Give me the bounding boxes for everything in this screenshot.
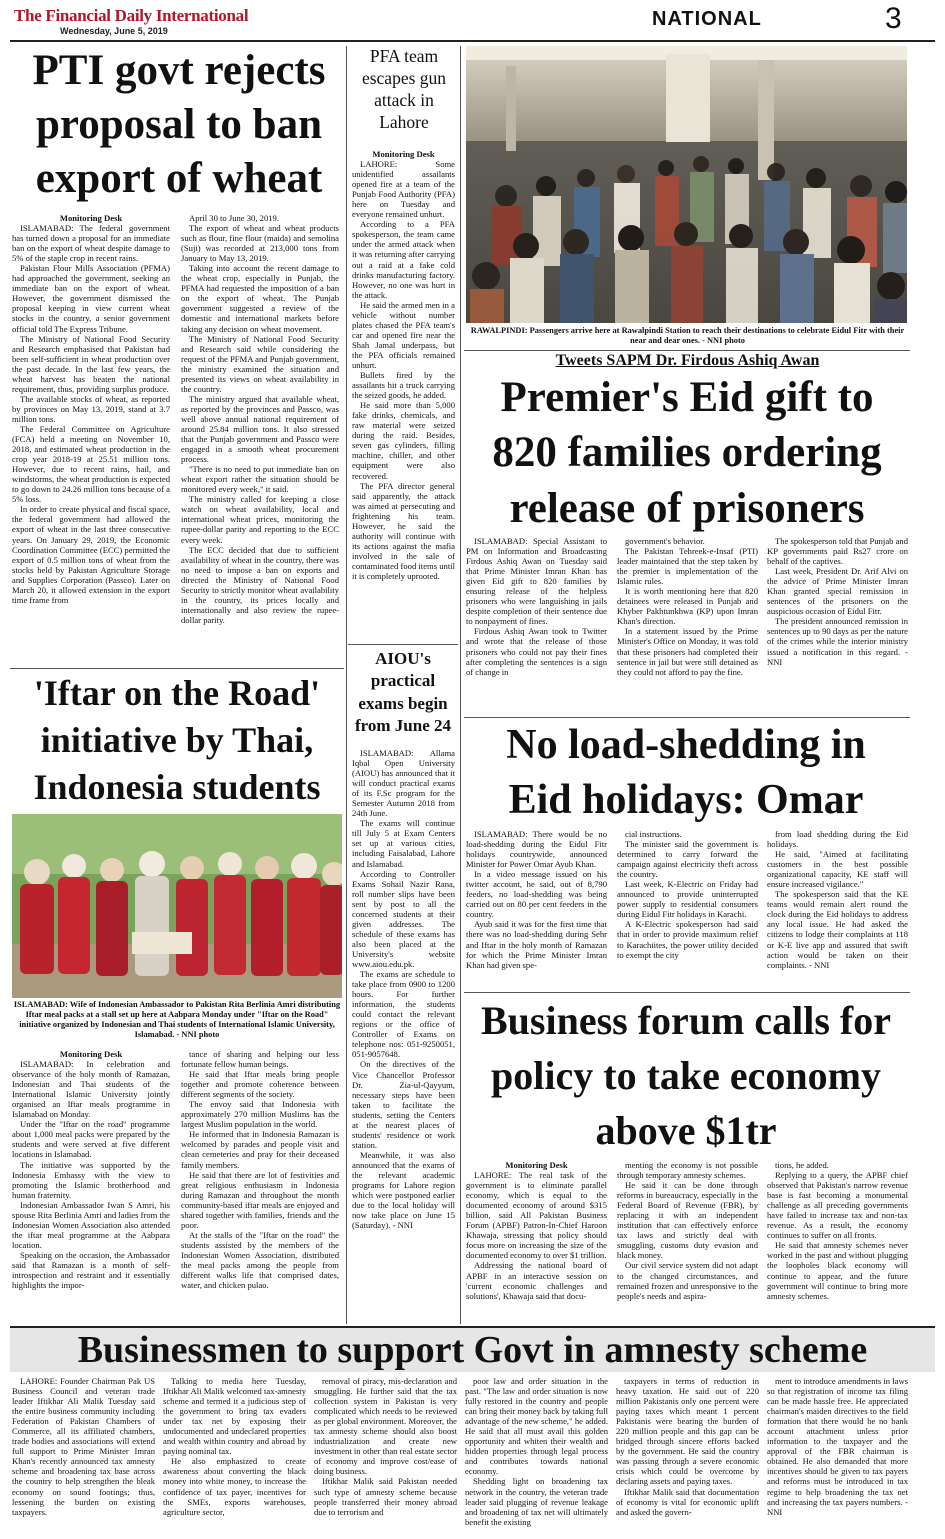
amnesty-para: Shedding light on broadening tax network in the country, the veteran trade leader said plugging of revenue leakage and broadening of tax net will ultimately benefit the existing (465, 1476, 608, 1527)
wheat-para: ISLAMABAD: The federal government has turned down a proposal for an immediate ban on the export of wheat despite damage to 5% of the staple crop in recent rains. (12, 223, 170, 264)
masthead-title: The Financial Daily International (14, 6, 249, 25)
forum-headline: Business forum calls for policy to take economy above $1tr (481, 998, 891, 1153)
loadshedding-col1 (466, 829, 607, 989)
wheat-para: The ministry called for keeping a close watch on wheat availability, local and international wheat prices, monitoring the rupee-dollar parity and reporting to the ECC every week. (181, 494, 339, 545)
iftar-col1 (12, 1049, 170, 1323)
page-number: 3 (885, 2, 902, 35)
amnesty-para: ment to introduce amendments in laws so that registration of income tax filing can be made hassle free. He appreciated chairman's maiden directives to the field formation that there would be no bank account attachment unless prior information to the taxpayer and the approval of the FBR chairman is obtained. He also demanded that more incentives should be given to tax payers and reforms must be introduced in tax regime to help broadening the tax net and increasing the tax payers numbers. - NNI (767, 1376, 908, 1517)
eid-gift-para: The president announced remission in sentences up to 90 days as per the nature of the crimes while the interior ministry issued a notification in this regard. - NNI (767, 616, 908, 667)
forum-byline: Monitoring Desk (505, 1160, 568, 1170)
pfa-para: He said the armed men in a vehicle without number plates chased the PFA team's car and opened fire near the Shah Jamal underpass, but the PFA officials remained unhurt. (352, 299, 455, 370)
iftar-para: He informed that in Indonesia Ramazan is welcomed by parades and people visit and clean cemeteries and pray for their deceased family members. (181, 1129, 339, 1170)
eid-gift-kicker: Tweets SAPM Dr. Firdous Ashiq Awan (555, 352, 820, 369)
forum-col3 (767, 1160, 908, 1322)
wheat-para: Taking into account the recent damage to the wheat crop, especially in Punjab, the PFMA had requested the imposition of a ban on the export of wheat. The Punjab government suggested a review of the domestic and international markets before taking any decision on wheat movement. (181, 263, 339, 334)
wheat-byline: Monitoring Desk (59, 213, 123, 223)
eid-gift-para: Last week, President Dr. Arif Alvi on the advice of Prime Minister Imran Khan granted special remission in sentences of the prisoners on the auspicious occasion of Eidul Fitr. (767, 566, 908, 617)
wheat-col2 (181, 213, 339, 665)
aiou-para: The exams will continue till July 5 at Exam Centers set up at various cities, including Faisalabad, Lahore and Islamabad. (352, 818, 455, 869)
story-divider (464, 350, 910, 351)
iftar-byline: Monitoring Desk (59, 1049, 123, 1059)
amnesty-para: taxpayers in terms of reduction in heavy taxation. He said out of 220 million Pakistanis only one percent were paying taxes which meant 1 percent Pakistanis were bearing the burden of 220 million people and this gap can be bridged through sincere efforts backed by the government. He said the country was passing through a severe economic crisis which could be overcome by declaring assets and paying taxes. (616, 1376, 759, 1487)
wheat-para: "There is no need to put immediate ban on wheat export rather the situation should be monitored every week," it said. (181, 464, 339, 495)
aiou-para: On the directives of the Vice Chancellor Professor Dr. Zia-ul-Qayyum, necessary steps have been taken to facilitate the students, setting the Centers at the nearest places of students' residence or work station. (352, 1059, 455, 1150)
iftar-para: Under the "Iftar on the road" programme about 1,000 meal packs were prepared by the students and were served at five different locations in Islamabad. (12, 1119, 170, 1160)
pfa-body (352, 149, 455, 639)
pfa-byline: Monitoring Desk (372, 149, 435, 159)
iftar-students-photo (12, 814, 342, 998)
loadshedding-para: cial instructions. (625, 829, 682, 839)
wheat-para: April 30 to June 30, 2019. (189, 213, 279, 223)
iftar-para: The initiative was supported by the Indonesia Embassy with the view to promoting the Islamic brotherhood and human fraternity. (12, 1159, 170, 1200)
eid-gift-para: Firdous Ashiq Awan took to Twitter and wrote that the release of those prisoners who could not pay their fines after completing the sentences is a sign of change in (466, 626, 607, 677)
wheat-para: The ministry argued that available wheat, as reported by the provinces and Passco, was well above annual national requirement of around 25.84 million tons. It also stressed that the Punjab government and Passco were engaged in a smooth wheat procurement process. (181, 393, 339, 465)
loadshedding-para: Ayub said it was for the first time that there was no load-shedding during Sehr and Iftar in the holy month of Ramazan for which the Prime Minister Imran Khan had given spe- (466, 919, 607, 970)
forum-para: tions, he added. (775, 1160, 829, 1170)
amnesty-para: Iftikhar Malik said that documentation of economy is vital for economic uplift and asked the govern- (616, 1486, 759, 1517)
loadshedding-para: He said, "Aimed at facilitating customers in the best possible organizational capacity, KE staff will ensure increased vigilance." (767, 849, 908, 890)
loadshedding-para: The minister said the government is determined to carry forward the campaign against electricity theft across the country. (617, 839, 758, 880)
iftar-para: Indonesian Ambassador Iwan S Amri, his spouse Rita Berlinia Amri and ladies from the Indonesian Women Association also attended the iftar meal programme at the Aabpara location. (12, 1199, 170, 1250)
aiou-para: ISLAMABAD: Allama Iqbal Open University (AIOU) has announced that it will conduct practical exams of its F.Sc program for the Semester Autumn 2018 from 24th June. (352, 748, 455, 819)
pfa-para: He said more than 5,000 fake drinks, chemicals, and raw material were seized during the raid. Besides, seven gas cylinders, filling machine, chiller, and other equipment were also recovered. (352, 400, 455, 481)
forum-para: LAHORE: The real task of the government is to eliminate parallel economy, which is equal to the documented economy of around $315 billion, said All Pakistan Business Forum (APBF) Patron-In-Chief Haroon Khawaja, stressing that policy should focus more on increasing the size of the documented economy to over $1 trillion. (466, 1170, 607, 1261)
iftar-students-image (12, 814, 342, 998)
amnesty-col1 (12, 1376, 155, 1536)
amnesty-col3 (314, 1376, 457, 1536)
wheat-para: The Ministry of National Food Security and Research said while considering the request of the PFMA and Punjab government, the ministry examined the situation and presented its views on wheat availability in the country. (181, 333, 339, 394)
masthead-date: Wednesday, June 5, 2019 (60, 26, 168, 36)
column-rule (346, 46, 347, 1324)
masthead-rule (10, 40, 935, 42)
loadshedding-para: A K-Electric spokesperson had said that in order to provide maximum relief to Karachiites, the power utility decided to exempt the city (617, 919, 758, 960)
iftar-headline: 'Iftar on the Road' initiative by Thai, Indonesia students (33, 673, 321, 807)
aiou-para: Meanwhile, it was also announced that the exams of the relevant academic programs for Lahore region which were postponed earlier due to the local holiday will now take place on June 15 (Saturday). - NNI (352, 1149, 455, 1231)
eid-gift-para: government's behavior. (625, 536, 705, 546)
iftar-para: Speaking on the occasion, the Ambassador said that Ramazan is a month of self-introspection and restraint and it essentially highlights the impor- (12, 1249, 170, 1291)
aiou-para: According to Controller Exams Sohail Nazir Rana, roll number slips have been sent by post to all the concerned students at their given addresses. The schedule of these exams has also been placed at the University's website www.aiou.edu.pk. (352, 868, 455, 969)
iftar-para: tance of sharing and helping our less fortunate fellow human beings. (181, 1049, 339, 1070)
iftar-para: The envoy said that Indonesia with approximately 270 million Muslims has the largest Muslim population in the world. (181, 1099, 339, 1130)
iftar-para: ISLAMABAD: In celebration and observance of the holy month of Ramazan, Indonesian and Thai students of the International Islamic University jointly organised an Iftar meals programme in Islamabad on Monday. (12, 1059, 170, 1120)
forum-para: Replying to a query, the APBF chief observed that Pakistan's narrow revenue base is fast becoming a monumental challenge as all preceding governments have failed to increase tax and non-tax revenue. As a result, the economy continues to suffer on all fronts. (767, 1170, 908, 1241)
story-divider (348, 644, 458, 645)
eid-gift-para: In a statement issued by the Prime Minister's Office on Monday, it was told that these prisoners had completed their sentence in jail but were still detained as they could not afford to pay the fine. (617, 626, 758, 677)
loadshedding-para: Last week, K-Electric on Friday had announced to provide uninterrupted power supply to residential consumers during Eidul Fitr holidays in Karachi. (617, 879, 758, 920)
eid-gift-headline: Premier's Eid gift to 820 families ordering release of prisoners (492, 374, 882, 532)
loadshedding-para: In a video message issued on his twitter account, he said, out of 8,790 feeders, no load-shedding was being carried out on 80 per cent feeders in the country. (466, 869, 607, 920)
amnesty-col5 (616, 1376, 759, 1536)
station-photo-caption: RAWALPINDI: Passengers arrive here at Rawalpindi Station to reach their destinations to celebrate Eidul Fitr with their near and dear ones. - NNI photo (470, 326, 905, 345)
aiou-para: The exams are schedule to take place from 0900 to 1200 hours. For further information, the students could contact the relevant regions or the office of Controller of Exams on telephone nos: 051-9250051, 051-9057648. (352, 969, 455, 1060)
forum-para: He said that amnesty schemes never worked in the past and without plugging the loopholes black economy will continue to appear, and the future government will continue to bring more amnesty schemes. (767, 1240, 908, 1301)
forum-col1 (466, 1160, 607, 1322)
eid-gift-para: It is worth mentioning here that 820 detainees were released in Punjab and Khyber Pakhtunkhwa (KP) upon Imran Khan's direction. (617, 586, 758, 627)
amnesty-para: LAHORE: Founder Chairman Pak US Business Council and veteran trade leader Iftikhar Ali Malik Tuesday said the entire business community including Federation of Pakistan Chambers of Commerce, all its affiliated chambers, trade bodies and associations will extend full support to Prime Minister Imran Khan's recently announced tax amnesty scheme and broadening tax base across the country to help strengthen the bleak economy on sound footings; thus, lessening the burden on existing taxpayers. (12, 1376, 155, 1517)
pfa-para: According to a PFA spokesperson, the team came under the armed attack when it was returning after carrying out a raid at a fake cold drinks manufacturing factory. However, no one was hurt in the attack. (352, 219, 455, 300)
eid-gift-para: ISLAMABAD: Special Assistant to PM on Information and Broadcasting Firdous Ashiq Awan on Tuesday said that Prime Minister Imran Khan has given Eid gift to 820 families by ensuring release of the helpless prisoners who were languishing in jails despite completion of their sentence due to nonpayment of fines. (466, 536, 607, 627)
wheat-headline: PTI govt rejects proposal to ban export of wheat (32, 47, 326, 203)
column-rule (460, 46, 461, 1324)
pfa-para: Bullets fired by the assailants hit a truck carrying the seized goods, he added. (352, 370, 455, 401)
eid-gift-para: The spokesperson told that Punjab and KP governments paid Rs27 crore on behalf of the captives. (767, 536, 908, 567)
wheat-para: The Ministry of National Food Security and Research emphasised that Pakistan had been self-sufficient in wheat production over the past decade. In the last few years, the wheat harvest has beaten the national requirement, thus, providing surplus produce. (12, 333, 170, 394)
loadshedding-para: ISLAMABAD: There would be no load-shedding during the Eidul Fitr holidays countrywide, announced Minister for Power Omar Ayub Khan. (466, 829, 607, 870)
wheat-col1 (12, 213, 170, 665)
story-divider (10, 668, 344, 669)
amnesty-col6 (767, 1376, 908, 1536)
wheat-para: The available stocks of wheat, as reported by provinces on May 13, 2019, stand at 3.7 million tons. (12, 393, 170, 424)
eid-gift-para: The Pakistan Tehreek-e-Insaf (PTI) leader maintained that the step taken by the premier is implementation of the Islamic rules. (617, 546, 758, 587)
pfa-headline: PFA team escapes gun attack in Lahore (361, 46, 447, 132)
story-divider (464, 992, 910, 993)
amnesty-para: removal of piracy, mis-declaration and smuggling. He further said that the tax collection system in Pakistan is very complicated which needs to be reviewed as per global environment. Moreover, the tax amnesty scheme should also boost industrialization and create new investment in other than real estate sector of economy and improve cost/ease of doing business. (314, 1376, 457, 1477)
aiou-headline: AIOU's practical exams begin from June 24 (354, 649, 451, 736)
eid-gift-col2 (617, 536, 758, 714)
pfa-para: The PFA director general said apparently, the attack was aimed at persecuting and frightening his team. However, he said the authority will continue with its actions against the mafia involved in the sale of contaminated food items until it is completely uprooted. (352, 480, 455, 581)
wheat-para: The Federal Committee on Agriculture (FCA) held a meeting on November 10, 2018, and estimated wheat production in the crop year 2018-19 at 25.51 million tons. However, due to recent rains, hail, and windstorms, the wheat production is expected to go down to 24.26 million tons because of a 5% loss. (12, 423, 170, 505)
amnesty-col2 (163, 1376, 306, 1536)
wheat-para: The export of wheat and wheat products such as flour, fine flour (maida) and semolina (Suji) was recorded at 213,000 tons from January to May 13, 2019. (181, 223, 339, 264)
section-label: NATIONAL (652, 8, 762, 30)
eid-gift-col1 (466, 536, 607, 714)
forum-para: Addressing the national board of APBF in an interactive session on 'current economic challenges and solutions', Khawaja said that docu- (466, 1260, 607, 1301)
loadshedding-col3 (767, 829, 908, 989)
amnesty-para: Iftikhar Malik said Pakistan needed such type of amnesty scheme because people transferred their money abroad due to terrorism and (314, 1476, 457, 1517)
amnesty-para: poor law and order situation in the past. "The law and order situation is now fully restored in the country and people can bring their money back by taking full advantage of the new scheme," he added. He said that all must avail this golden opportunity and whiten their wealth and hidden properties through legal process and contributes towards national economy. (465, 1376, 608, 1477)
amnesty-headline: Businessmen to support Govt in amnesty scheme (10, 1328, 935, 1372)
eid-gift-col3 (767, 536, 908, 714)
wheat-para: Pakistan Flour Mills Association (PFMA) had approached the government, seeking an immediate ban on the export of wheat. However, the government dismissed the proposal keeping in view current wheat stocks in the country, a senior government official told The Express Tribune. (12, 263, 170, 334)
loadshedding-col2 (617, 829, 758, 989)
station-crowd-photo (466, 46, 907, 323)
amnesty-para: He also emphasized to create awareness about converting the black money into white money, to increase the confidence of tax payer, incentives for the SMEs, exports warehouses, agriculture sector, (163, 1456, 306, 1517)
iftar-para: He said that there are lot of festivities and great religious enthusiasm in Indonesia during Ramazan and throughout the month community-based iftar meals are enjoyed and shared together with families, friends and the poor. (181, 1169, 339, 1230)
wheat-para: In order to create physical and fiscal space, the federal government had allowed the export of wheat in the last three consecutive years. On January 29, 2019, the Economic Coordination Committee (ECC) permitted the export of 0.5 million tons of wheat from the stocks held by Pakistan Agriculture Storage and Supplies Corporation (Passco). Later on March 20, it allowed extension in the export time frame from (12, 504, 170, 605)
iftar-para: At the stalls of the "Iftar on the road" the students assisted by the members of the Indonesian Women Association, distributed the meal packs among the people from different walks life that comprised dates, water, and chicken pulao. (181, 1229, 339, 1291)
iftar-para: He said that Iftar meals bring people together and promote coherence between different segments of the society. (181, 1069, 339, 1100)
iftar-photo-caption: ISLAMABAD: Wife of Indonesian Ambassador to Pakistan Rita Berlinia Amri distributing Iftar meal packs at a stall set up here at Aabpara Monday under "Iftar on the Road" initiative organized by Indonesian and Thai students of International Islamic University, Islamabad. - NNI photo (13, 1000, 341, 1039)
forum-para: menting the economy is not possible through temporary amnesty schemes. (617, 1160, 758, 1181)
loadshedding-para: The spokesperson said that the KE teams would remain alert round the clock during the Eid holidays to address any local issue. He had asked the citizens to lodge their complaints at 118 or K-E live app and assured that swift action would be taken on their complaints. - NNI (767, 889, 908, 970)
pfa-para: LAHORE: Some unidentified assailants opened fire at a team of the Punjab Food Authority (PFA) here on Tuesday and everyone remained unhurt. (352, 159, 455, 220)
iftar-col2 (181, 1049, 339, 1323)
forum-col2 (617, 1160, 758, 1322)
aiou-body (352, 748, 455, 1323)
loadshedding-para: from load shedding during the Eid holidays. (767, 829, 908, 850)
forum-para: Our civil service system did not adapt to the changed circumstances, and remained frozen and unresponsive to the people's needs and aspira- (617, 1260, 758, 1301)
amnesty-para: Talking to media here Tuesday, Iftikhar Ali Malik welcomed tax-amnesty scheme and termed it a judicious step of the government to bring tax evaders under tax net by exposing their undocumented and undeclared properties and wealth within country and abroad by paying nominal tax. (163, 1376, 306, 1457)
loadshedding-headline: No load-shedding in Eid holidays: Omar (506, 722, 866, 823)
station-crowd-image (466, 46, 907, 323)
amnesty-col4 (465, 1376, 608, 1536)
forum-para: He said it can be done through reforms in bureaucracy, especially in the Federal Board of Revenue (FBR), by replacing it with an independent institution that can effectively enforce tax laws and strictly deal with smuggling, customs duty evasion and black money. (617, 1180, 758, 1261)
wheat-para: The ECC decided that due to sufficient availability of wheat in the country, there was no need to impose a ban on exports and directed the Ministry of National Food Security to strictly monitor wheat availability in the country, its prices locally and internationally and also review the rupee-dollar parity. (181, 544, 339, 625)
